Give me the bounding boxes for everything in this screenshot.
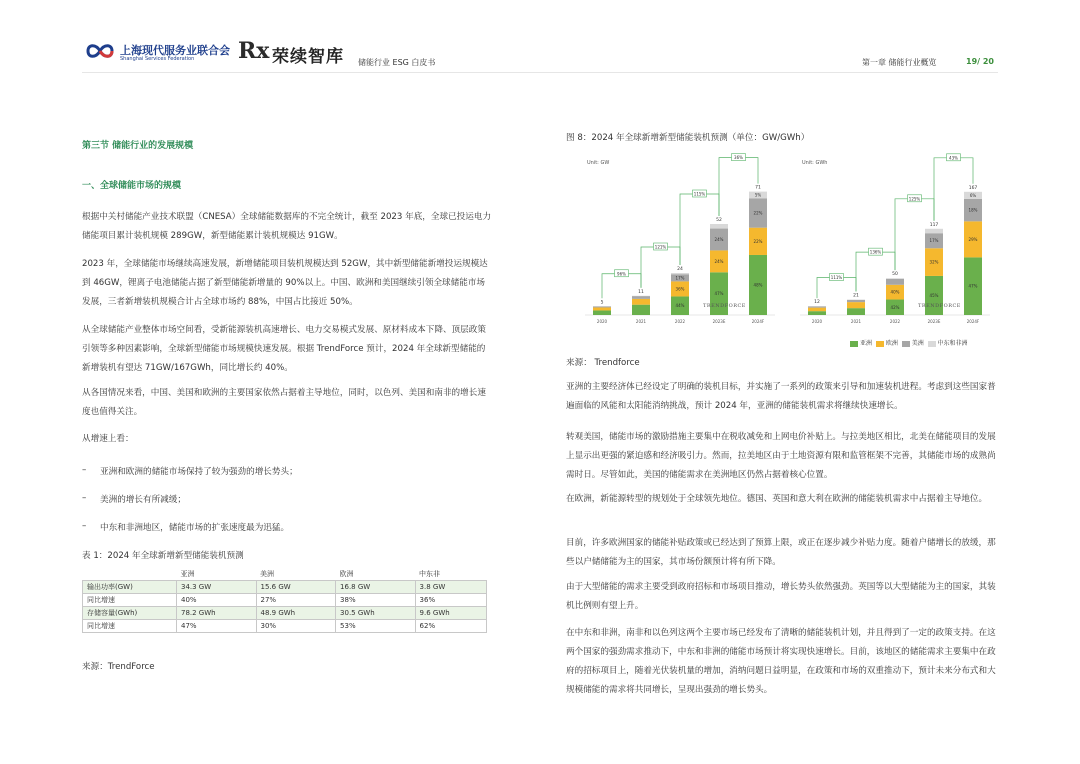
chart-segment-label: 42%	[890, 304, 900, 310]
right-paragraph-1: 亚洲的主要经济体已经设定了明确的装机目标，并实施了一系列的政策来引导和加速装机进程。考虑到这些国家普遍面临的风能和太阳能消纳挑战，预计 2024 年，亚洲的储能装机需求将继续快速增长。	[566, 382, 996, 411]
legend-swatch	[850, 341, 858, 347]
chart-bar-segment	[593, 310, 611, 315]
chart-unit-label: Unit: GW	[587, 160, 610, 166]
table-cell: 9.6 GWh	[415, 607, 486, 620]
chart-total-label: 21	[853, 293, 859, 299]
chart-growth-label: 136%	[869, 249, 882, 255]
legend-item-americas: 美洲	[902, 340, 924, 347]
chart-tick-label: 2020	[811, 319, 823, 324]
chart-tick-label: 2020	[596, 319, 608, 324]
table-cell: 30.5 GWh	[336, 607, 416, 620]
chart-bar-segment	[632, 299, 650, 305]
bullet-dash: –	[82, 493, 87, 503]
table-cell: 34.3 GW	[177, 581, 257, 594]
paragraph-4: 从各国情况来看，中国、美国和欧洲的主要国家依然占据着主导地位，同时，以色列、美国和南非的增长速度也值得关注。	[82, 388, 486, 417]
chart-growth-label: 36%	[734, 155, 743, 161]
chart-segment-label: 24%	[714, 236, 724, 242]
chart-tick-label: 2024F	[966, 319, 980, 324]
table-cell: 47%	[177, 620, 257, 633]
chart-bar-segment	[886, 279, 904, 285]
chart-bar-segment	[710, 224, 728, 229]
right-paragraph-5: 由于大型储能的需求主要受到政府招标和市场项目推动，增长势头依然强劲。英国等以大型储能为主的国家，其装机比例则有望上升。	[566, 582, 996, 611]
chart-bar-segment	[925, 229, 943, 233]
forecast-chart	[585, 150, 1005, 335]
table-cell: 同比增速	[83, 594, 177, 607]
table-cell: 30%	[256, 620, 336, 633]
chart-tick-label: 2024F	[751, 319, 765, 324]
table-cell: 62%	[415, 620, 486, 633]
right-paragraph-2: 转观美国，储能市场的激励措施主要集中在税收减免和上网电价补贴上。与拉美地区相比，北美在储能项目的发展上显示出更强的紧迫感和经济吸引力。然而，拉美地区由于土地资源有限和监管框架不完善，其储能市场的成熟尚需时日。尽管如此，美国的储能需求在美洲地区仍然占据着核心位置。	[566, 432, 996, 480]
chart-tick-label: 2023E	[927, 319, 941, 324]
chart-segment-label: 18%	[968, 207, 978, 213]
chart-segment-label: 22%	[753, 238, 763, 244]
chart-growth-label: 43%	[949, 155, 958, 161]
chart-tick-label: 2022	[674, 319, 686, 324]
table-row	[83, 581, 487, 594]
chart-growth-connector	[602, 274, 641, 299]
chart-legend	[850, 338, 968, 347]
table-cell: 40%	[177, 594, 257, 607]
table-row	[83, 594, 487, 607]
chart-growth-label: 121%	[654, 244, 667, 250]
chart-total-label: 167	[968, 185, 978, 191]
bullet-item: 美洲的增长有所减缓；	[100, 495, 186, 505]
chart-total-label: 12	[814, 300, 820, 306]
chart-bar-segment	[808, 311, 826, 315]
chart-total-label: 117	[929, 222, 939, 228]
chart-tick-label: 2021	[850, 319, 862, 324]
chart-bar-segment	[886, 278, 904, 279]
chart-segment-label: 36%	[675, 286, 685, 292]
chart-segment-label: 32%	[929, 259, 939, 265]
paragraph-2: 2023 年，全球储能市场继续高速发展，新增储能项目装机规模达到 52GW，其中新型储能新增投运规模达到 46GW，锂离子电池储能占据了新型储能新增量的 90%以上。中国、欧洲和美国继续引领全球储能市场发展，三者新增装机规模合计占全球市场约 88%，中国占比接近 50%。	[82, 259, 488, 307]
table-header-cell	[83, 568, 177, 581]
paragraph-1: 根据中关村储能产业技术联盟（CNESA）全球储能数据库的不完全统计，截至 2023 年底，全球已投运电力储能项目累计装机规模 289GW，新型储能累计装机规模达 91GW。	[82, 212, 492, 241]
growth-lead: 从增速上看：	[82, 434, 134, 444]
table-cell: 38%	[336, 594, 416, 607]
chart-total-label: 5	[600, 300, 604, 306]
chart-segment-label: 17%	[675, 275, 685, 281]
chart-total-label: 52	[716, 218, 722, 223]
header-divider	[82, 72, 998, 73]
chart-growth-label: 111%	[830, 275, 843, 281]
right-paragraph-3: 在欧洲，新能源转型的规划处于全球领先地位。德国、英国和意大利在欧洲的储能装机需求中占据着主导地位。	[566, 494, 988, 504]
chart-unit-label: Unit: GWh	[802, 160, 828, 166]
brand-logo: Rx	[238, 38, 270, 64]
chart-bar-segment	[593, 306, 611, 307]
table-row	[83, 607, 487, 620]
table-cell: 同比增速	[83, 620, 177, 633]
chart-total-label: 11	[638, 289, 644, 295]
chart-segment-label: 45%	[929, 292, 939, 298]
table-caption: 表 1：2024 年全球新增新型储能装机预测	[82, 551, 244, 561]
paragraph-3: 从全球储能产业整体市场空间看，受新能源装机高速增长、电力交易模式发展、原材料成本下降、顶层政策引领等多种因素影响，全球新型储能市场规模快速发展。根据 TrendForce 预计，2024 年全球新型储能的新增装机有望达 71GW/167GWh，同比增长约 40%。	[82, 325, 486, 373]
chart-total-label: 24	[677, 267, 683, 272]
legend-swatch	[902, 341, 910, 347]
chart-tick-label: 2022	[889, 319, 901, 324]
bullet-item: 中东和非洲地区，储能市场的扩张速度最为迅猛。	[100, 523, 290, 533]
bullet-item: 亚洲和欧洲的储能市场保持了较为强劲的增长势头；	[100, 467, 298, 477]
legend-swatch	[876, 341, 884, 347]
chart-bar-segment	[632, 305, 650, 315]
chart-segment-label: 24%	[714, 258, 724, 264]
table-cell: 3.8 GW	[415, 581, 486, 594]
bullet-dash: –	[82, 521, 87, 531]
table-cell: 27%	[256, 594, 336, 607]
section-title: 第三节 储能行业的发展规模	[82, 141, 194, 151]
chart-bar-segment	[632, 296, 650, 299]
federation-emblem-icon	[84, 39, 116, 63]
chart-total-label: 71	[755, 185, 761, 191]
legend-item-mea: 中东和非洲	[928, 340, 968, 347]
table-header-cell: 美洲	[256, 568, 336, 581]
forecast-table	[82, 568, 487, 633]
table-header-cell: 亚洲	[177, 568, 257, 581]
chart-segment-label: 29%	[968, 236, 978, 242]
federation-name-en: Shanghai Services Federation	[120, 56, 195, 62]
chart-bar-segment	[808, 308, 826, 312]
chart-bar-segment	[593, 307, 611, 310]
right-paragraph-6: 在中东和非洲，南非和以色列这两个主要市场已经发布了清晰的储能装机计划，并且得到了一定的政策支持。在这两个国家的强劲需求推动下，中东和非洲的储能市场预计将实现快速增长。目前，该地区的储能需求主要集中在政府的招标项目上，随着光伏装机量的增加，消纳问题日益明显，在政策和市场的双重推动下，预计未来分布式和大规模储能的需求将共同增长，呈现出强劲的增长势头。	[566, 628, 996, 695]
table-cell: 36%	[415, 594, 486, 607]
chart-growth-label: 96%	[617, 271, 626, 277]
table-cell: 15.6 GW	[256, 581, 336, 594]
table-header-cell: 中东非	[415, 568, 486, 581]
chart-watermark: TRENDFORCE	[703, 303, 746, 309]
bullet-dash: –	[82, 465, 87, 475]
chart-segment-label: 48%	[753, 282, 763, 288]
legend-item-europe: 欧洲	[876, 340, 898, 347]
chart-growth-label: 125%	[908, 196, 921, 202]
brand-name: 荣续智库	[272, 47, 344, 67]
page-number: 19/ 20	[966, 57, 994, 66]
table-cell: 78.2 GWh	[177, 607, 257, 620]
document-title: 储能行业 ESG 白皮书	[358, 58, 436, 67]
federation-name: 上海现代服务业联合会	[120, 44, 230, 57]
table-cell: 输出功率(GW)	[83, 581, 177, 594]
chart-segment-label: 44%	[675, 303, 685, 309]
table-row	[83, 620, 487, 633]
legend-item-asia: 亚洲	[850, 340, 872, 347]
chart-bar-segment	[847, 308, 865, 315]
federation-logo	[84, 39, 116, 67]
chart-segment-label: 22%	[753, 210, 763, 216]
table-cell: 53%	[336, 620, 416, 633]
chart-segment-label: 5%	[754, 192, 762, 198]
chart-total-label: 50	[892, 272, 898, 278]
table-cell: 存储容量(GWh)	[83, 607, 177, 620]
table-source: 来源：TrendForce	[82, 662, 155, 672]
chart-segment-label: 6%	[969, 192, 977, 198]
chart-segment-label: 47%	[714, 291, 724, 297]
chart-segment-label: 47%	[968, 283, 978, 289]
figure-source: 来源： Trendforce	[566, 358, 640, 368]
chart-bar-segment	[847, 300, 865, 302]
chart-growth-label: 115%	[693, 191, 706, 197]
table-header-row	[83, 568, 487, 581]
subsection-heading: 一、全球储能市场的规模	[82, 181, 182, 191]
chapter-title: 第一章 储能行业概览	[862, 58, 937, 67]
chart-tick-label: 2021	[635, 319, 647, 324]
right-paragraph-4: 目前，许多欧洲国家的储能补贴政策或已经达到了预算上限，或正在逐步减少补贴力度。随着户储增长的放缓，那些以户储储能为主的国家，其市场份额预计将有所下降。	[566, 538, 996, 567]
chart-segment-label: 40%	[890, 289, 900, 295]
legend-swatch	[928, 341, 936, 347]
figure-caption: 图 8：2024 年全球新增新型储能装机预测（单位：GW/GWh）	[566, 133, 810, 143]
chart-bar-segment	[847, 302, 865, 308]
chart-bar-segment	[671, 273, 689, 274]
table-header-cell: 欧洲	[336, 568, 416, 581]
chart-watermark: TRENDFORCE	[918, 303, 961, 309]
chart-tick-label: 2023E	[712, 319, 726, 324]
table-cell: 16.8 GW	[336, 581, 416, 594]
chart-segment-label: 17%	[929, 238, 939, 244]
chart-bar-segment	[808, 306, 826, 307]
table-cell: 48.9 GWh	[256, 607, 336, 620]
